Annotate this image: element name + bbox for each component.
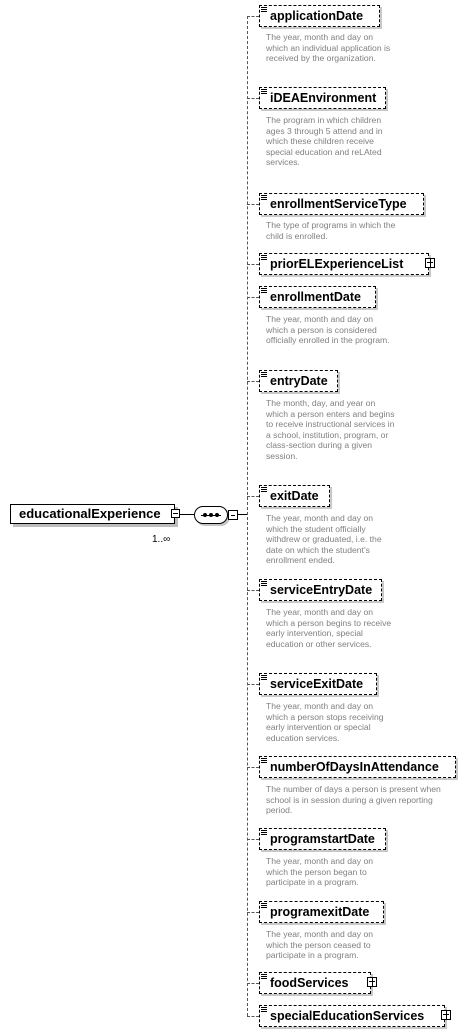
element-name: programexitDate: [270, 905, 370, 919]
element-lines-icon: [261, 288, 267, 294]
element-box-entrydate[interactable]: [259, 370, 338, 392]
element-description: The year, month and day on which the person began to participate in a program.: [266, 856, 374, 887]
collapse-icon[interactable]: [228, 510, 238, 520]
element-description: The program in which children ages 3 through 5 attend and in which these children receive special education and reLAted services.: [266, 115, 383, 167]
child-connector: [247, 767, 259, 768]
child-connector: [247, 1016, 259, 1017]
element-description: The number of days a person is present when school is in session during a given reporting period.: [266, 784, 441, 815]
expand-icon[interactable]: [441, 1010, 451, 1020]
child-connector: [247, 204, 259, 205]
sequence-dot: [215, 513, 219, 517]
element-name: applicationDate: [270, 9, 364, 23]
element-box-numberofdaysinattendance[interactable]: [259, 756, 456, 778]
child-connector: [247, 264, 259, 265]
element-lines-icon: [261, 903, 267, 909]
root-connector: [180, 514, 194, 515]
sequence-dot: [203, 513, 207, 517]
element-lines-icon: [261, 675, 267, 681]
expand-icon[interactable]: [367, 977, 377, 987]
multiplicity-label: 1..∞: [152, 534, 171, 545]
child-connector: [247, 839, 259, 840]
element-description: The year, month and day on which a person stops receiving early intervention or special education services.: [266, 701, 384, 743]
expand-icon[interactable]: [425, 258, 435, 268]
element-description: The year, month and day on which a person begins to receive early intervention, special education or other services.: [266, 607, 392, 649]
element-box-programstartdate[interactable]: [259, 828, 386, 850]
element-lines-icon: [261, 89, 267, 95]
element-lines-icon: [261, 255, 267, 261]
element-lines-icon: [261, 1007, 267, 1013]
element-lines-icon: [261, 487, 267, 493]
child-connector: [247, 98, 259, 99]
element-description: The year, month and day on which the student officially withdrew or graduated, i.e. the date on which the student's enrollment ended.: [266, 513, 382, 565]
element-box-specialeducationservices[interactable]: [259, 1005, 445, 1027]
child-connector: [247, 590, 259, 591]
child-connector: [247, 684, 259, 685]
root-element-label: educationalExperience: [19, 506, 161, 521]
element-name: serviceEntryDate: [270, 583, 373, 597]
element-description: The year, month and day on which a person is considered officially enrolled in the program.: [266, 314, 390, 345]
sequence-connector: [238, 514, 247, 515]
element-box-enrollmentdate[interactable]: [259, 286, 376, 308]
element-lines-icon: [261, 372, 267, 378]
element-name: foodServices: [270, 976, 349, 990]
element-name: specialEducationServices: [270, 1009, 425, 1023]
element-box-applicationdate[interactable]: [259, 5, 380, 27]
sequence-dot: [209, 513, 213, 517]
element-name: numberOfDaysInAttendance: [270, 760, 439, 774]
child-connector: [247, 983, 259, 984]
element-name: iDEAEnvironment: [270, 91, 377, 105]
element-name: priorELExperienceList: [270, 257, 404, 271]
element-box-enrollmentservicetype[interactable]: [259, 193, 424, 215]
element-box-programexitdate[interactable]: [259, 901, 384, 923]
child-connector: [247, 381, 259, 382]
element-lines-icon: [261, 195, 267, 201]
element-box-foodservices[interactable]: [259, 972, 371, 994]
root-element-box[interactable]: [10, 504, 175, 524]
element-box-ideaenvironment[interactable]: [259, 87, 386, 109]
element-lines-icon: [261, 7, 267, 13]
element-description: The year, month and day on which an individual application is received by the organization.: [266, 32, 391, 63]
child-connector: [247, 496, 259, 497]
element-name: serviceExitDate: [270, 677, 364, 691]
element-name: entryDate: [270, 374, 328, 388]
element-name: enrollmentServiceType: [270, 197, 407, 211]
element-lines-icon: [261, 581, 267, 587]
element-lines-icon: [261, 974, 267, 980]
collapse-icon[interactable]: [171, 509, 180, 518]
element-box-exitdate[interactable]: [259, 485, 330, 507]
child-connector: [247, 297, 259, 298]
child-connector: [247, 16, 259, 17]
element-box-priorelexperiencelist[interactable]: [259, 253, 429, 275]
element-description: The type of programs in which the child is enrolled.: [266, 220, 396, 241]
element-lines-icon: [261, 758, 267, 764]
element-name: exitDate: [270, 489, 319, 503]
element-name: programstartDate: [270, 832, 375, 846]
branch-line: [247, 16, 248, 1016]
element-box-serviceentrydate[interactable]: [259, 579, 382, 601]
element-description: The year, month and day on which the person ceased to participate in a program.: [266, 929, 374, 960]
element-name: enrollmentDate: [270, 290, 361, 304]
element-box-serviceexitdate[interactable]: [259, 673, 377, 695]
element-lines-icon: [261, 830, 267, 836]
child-connector: [247, 912, 259, 913]
element-description: The month, day, and year on which a person enters and begins to receive instructional services in a school, institution, program, or class-section during a given session.: [266, 398, 395, 461]
sequence-compositor[interactable]: [194, 506, 228, 524]
